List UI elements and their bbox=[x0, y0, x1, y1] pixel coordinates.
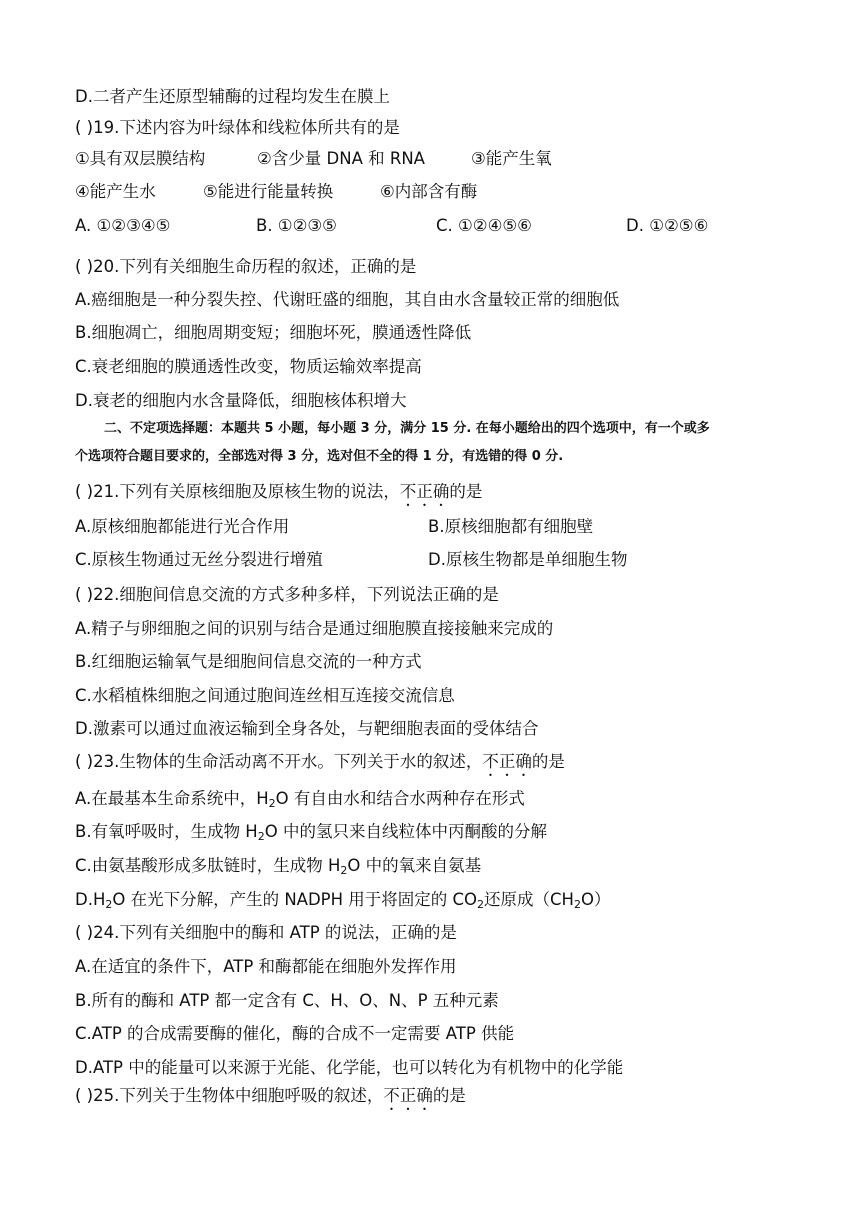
question-text: 23.生物体的生命活动离不开水。下列关于水的叙述， bbox=[93, 752, 483, 771]
q22-option-d: D.激素可以通过血液运输到全身各处，与靶细胞表面的受体结合 bbox=[75, 719, 539, 738]
section2-instructions-line1: 二、不定项选择题：本题共 5 小题，每小题 3 分，满分 15 分. 在每小题给出的四个选项中，有一个或多 bbox=[104, 421, 710, 436]
q24-option-b: B.所有的酶和 ATP 都一定含有 C、H、O、N、P 五种元素 bbox=[75, 991, 499, 1010]
option-text: O 在光下分解，产生的 NADPH 用于将固定的 CO bbox=[112, 890, 478, 909]
option-text: D.H bbox=[75, 890, 106, 909]
option-text: O） bbox=[580, 890, 611, 909]
q20-stem bbox=[75, 256, 416, 278]
q20-option-b: B.细胞凋亡，细胞周期变短；细胞坏死，膜通透性降低 bbox=[75, 323, 472, 342]
q23-option-c bbox=[75, 855, 481, 877]
option-text: 还原成（CH bbox=[484, 890, 574, 909]
q22-option-c: C.水稻植株细胞之间通过胞间连丝相互连接交流信息 bbox=[75, 686, 455, 705]
q21-stem bbox=[75, 481, 482, 510]
section2-instructions-line2: 个选项符合题目要求的，全部选对得 3 分，选对但不全的得 1 分，有选错的得 0 分. bbox=[75, 449, 564, 464]
statement-3: ③能产生氧 bbox=[471, 149, 552, 168]
question-text: 24.下列有关细胞中的酶和 ATP 的说法，正确的是 bbox=[93, 923, 457, 942]
q20-option-a: A.癌细胞是一种分裂失控、代谢旺盛的细胞，其自由水含量较正常的细胞低 bbox=[75, 290, 620, 309]
answer-blank: ( ) bbox=[75, 752, 94, 771]
option-text: O 中的氧来自氨基 bbox=[347, 856, 482, 875]
subscript: 2 bbox=[268, 797, 276, 810]
option-c: C. ①②④⑤⑥ bbox=[436, 216, 532, 235]
q23-stem bbox=[75, 751, 565, 780]
answer-blank: ( ) bbox=[75, 1086, 94, 1105]
q24-option-d: D.ATP 中的能量可以来源于光能、化学能，也可以转化为有机物中的化学能 bbox=[75, 1058, 624, 1077]
option-b: B. ①②③⑤ bbox=[256, 216, 337, 235]
subscript: 2 bbox=[340, 864, 348, 877]
statement-2: ②含少量 DNA 和 RNA bbox=[257, 149, 425, 168]
question-text: 20.下列有关细胞生命历程的叙述，正确的是 bbox=[93, 257, 417, 276]
q22-stem bbox=[75, 584, 499, 606]
option-d: D. ①②⑤⑥ bbox=[626, 216, 709, 235]
option-a: A.原核细胞都能进行光合作用 bbox=[75, 517, 290, 536]
statement-1: ①具有双层膜结构 bbox=[75, 149, 206, 168]
q23-option-b bbox=[75, 821, 547, 843]
option-b: B.原核细胞都有细胞壁 bbox=[428, 517, 594, 536]
question-text-end: 的是 bbox=[449, 482, 483, 501]
question-text: 25.下列关于生物体中细胞呼吸的叙述， bbox=[93, 1086, 384, 1105]
subscript: 2 bbox=[257, 830, 265, 843]
q24-stem bbox=[75, 922, 457, 944]
answer-blank: ( ) bbox=[75, 118, 94, 137]
subscript: 2 bbox=[573, 898, 581, 911]
option-d: D.原核生物都是单细胞生物 bbox=[428, 550, 628, 569]
subscript: 2 bbox=[105, 898, 113, 911]
emphasis-text: 不正确 bbox=[383, 1086, 433, 1105]
q19-stem bbox=[75, 117, 400, 139]
statement-6: ⑥内部含有酶 bbox=[380, 182, 478, 201]
q20-option-c: C.衰老细胞的膜通透性改变，物质运输效率提高 bbox=[75, 357, 422, 376]
question-text-end: 的是 bbox=[432, 1086, 466, 1105]
option-text: O 中的氢只来自线粒体中丙酮酸的分解 bbox=[264, 822, 547, 841]
option-a: A. ①②③④⑤ bbox=[75, 216, 171, 235]
q25-stem bbox=[75, 1085, 466, 1114]
answer-blank: ( ) bbox=[75, 482, 94, 501]
answer-blank: ( ) bbox=[75, 923, 94, 942]
option-text: B.有氧呼吸时，生成物 H bbox=[75, 822, 258, 841]
statement-5: ⑤能进行能量转换 bbox=[203, 182, 334, 201]
option-c: C.原核生物通过无丝分裂进行增殖 bbox=[75, 550, 323, 569]
q22-option-b: B.红细胞运输氧气是细胞间信息交流的一种方式 bbox=[75, 652, 422, 671]
q18-option-d: D.二者产生还原型辅酶的过程均发生在膜上 bbox=[75, 87, 390, 106]
q24-option-a: A.在适宜的条件下，ATP 和酶都能在细胞外发挥作用 bbox=[75, 957, 457, 976]
emphasis-text: 不正确 bbox=[399, 482, 450, 501]
question-text-end: 的是 bbox=[531, 752, 565, 771]
option-text: A.在最基本生命系统中，H bbox=[75, 789, 269, 808]
question-text: 19.下述内容为叶绿体和线粒体所共有的是 bbox=[93, 118, 400, 137]
question-text: 21.下列有关原核细胞及原核生物的说法， bbox=[93, 482, 400, 501]
statement-4: ④能产生水 bbox=[75, 182, 156, 201]
option-text: O 有自由水和结合水两种存在形式 bbox=[275, 789, 525, 808]
q20-option-d: D.衰老的细胞内水含量降低，细胞核体积增大 bbox=[75, 391, 407, 410]
q22-option-a: A.精子与卵细胞之间的识别与结合是通过细胞膜直接接触来完成的 bbox=[75, 619, 554, 638]
q23-option-a bbox=[75, 788, 525, 810]
question-text: 22.细胞间信息交流的方式多种多样，下列说法正确的是 bbox=[93, 585, 499, 604]
q23-option-d bbox=[75, 889, 610, 911]
answer-blank: ( ) bbox=[75, 257, 94, 276]
emphasis-text: 不正确 bbox=[482, 752, 532, 771]
subscript: 2 bbox=[477, 898, 485, 911]
q24-option-c: C.ATP 的合成需要酶的催化，酶的合成不一定需要 ATP 供能 bbox=[75, 1024, 515, 1043]
option-text: C.由氨基酸形成多肽链时，生成物 H bbox=[75, 856, 341, 875]
answer-blank: ( ) bbox=[75, 585, 94, 604]
